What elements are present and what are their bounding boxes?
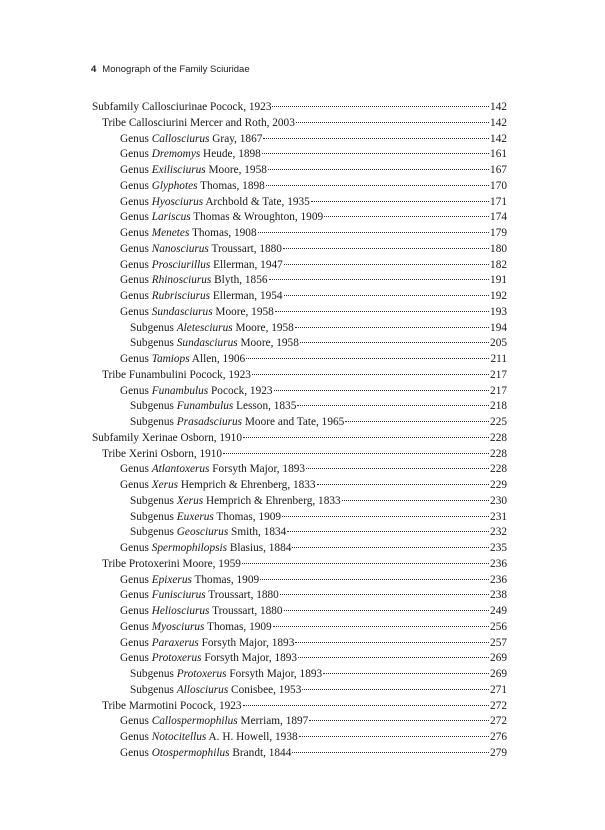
dot-leader (302, 689, 489, 690)
taxon-authority: Forsyth Major, 1893 (201, 652, 298, 665)
toc-entry-title (130, 415, 344, 431)
toc-entry-label: Subgenus (130, 526, 177, 539)
toc-entry-label: Genus (120, 384, 152, 397)
taxon-authority: Moore and Tate, 1965 (242, 416, 345, 428)
toc-entry-label: Genus (120, 211, 152, 224)
toc-entry-label: Genus (120, 479, 152, 491)
toc-page-number: 229 (490, 479, 507, 491)
taxon-name: Prasadsciurus (176, 416, 243, 428)
toc-entry (92, 163, 507, 179)
taxon-name: Callospermophilus (151, 715, 238, 728)
taxon-authority: Moore, 1958 (205, 164, 267, 176)
toc-entry-title (120, 573, 259, 589)
taxon-authority: Moore, 1958 (232, 321, 294, 334)
toc-entry-label: Genus (120, 148, 152, 161)
toc-entry-label: Genus (120, 542, 152, 554)
toc-entry-label: Genus (120, 353, 152, 365)
taxon-name: Rhinosciurus (151, 274, 212, 287)
toc-entry (92, 667, 507, 683)
dot-leader (266, 185, 489, 186)
toc-entry-title (120, 242, 282, 258)
toc-entry (92, 699, 507, 715)
dot-leader (309, 720, 489, 721)
toc-entry-label: Genus (120, 652, 152, 665)
taxon-name: Hyosciurus (151, 195, 204, 208)
toc-entry (92, 462, 507, 478)
taxon-name: Otospermophilus (151, 746, 230, 759)
taxon-authority: Thomas, 1908 (189, 227, 257, 239)
taxon-name: Dremomys (151, 148, 201, 161)
taxon-authority: Troussart, 1880 (209, 605, 283, 617)
taxon-authority: Moore, 1958 (212, 305, 274, 318)
taxon-name: Funisciurus (151, 589, 206, 602)
toc-page-number: 182 (490, 258, 507, 271)
taxon-name: Prosciurillus (151, 258, 211, 271)
dot-leader (284, 610, 489, 611)
toc-entry (92, 588, 507, 604)
dot-leader (324, 216, 489, 217)
toc-entry (92, 730, 507, 746)
toc-entry-label: Genus (120, 227, 152, 239)
dot-leader (297, 405, 489, 406)
toc-page-number: 218 (490, 400, 507, 413)
toc-entry-title (120, 195, 310, 211)
dot-leader (272, 106, 489, 107)
toc-page-number: 142 (490, 116, 507, 129)
toc-page-number: 231 (490, 510, 507, 523)
dot-leader (292, 547, 489, 548)
dot-leader (274, 390, 490, 391)
dot-leader (323, 673, 489, 674)
toc-page-number: 142 (490, 132, 507, 145)
toc-entry (92, 399, 507, 415)
taxon-authority: Moore, 1958 (237, 337, 299, 350)
toc-page-number: 142 (490, 101, 507, 113)
toc-entry-label: Subgenus (130, 510, 177, 523)
toc-page-number: 180 (490, 242, 507, 255)
taxon-authority: Smith, 1834 (228, 526, 287, 539)
toc-entry-title (120, 305, 274, 321)
toc-entry-title (120, 132, 262, 148)
toc-entry-title (130, 510, 281, 526)
toc-entry (92, 478, 507, 494)
toc-page-number: 225 (490, 416, 507, 428)
taxon-name: Glyphotes (151, 179, 198, 192)
toc-entry-title (120, 651, 297, 667)
toc-entry-title (102, 699, 242, 715)
dot-leader (246, 358, 489, 359)
dot-leader (262, 153, 489, 154)
toc-entry-title (120, 541, 291, 557)
toc-page-number: 271 (490, 683, 507, 696)
toc-entry (92, 226, 507, 242)
toc-page-number: 256 (490, 620, 507, 633)
toc-page-number: 228 (490, 431, 507, 444)
toc-entry-title (120, 147, 261, 163)
toc-page-number: 217 (490, 384, 507, 397)
toc-entry-label: Subgenus (130, 400, 177, 413)
taxon-authority: Blasius, 1884 (227, 542, 292, 554)
taxon-name: Rubrisciurus (151, 290, 211, 302)
toc-entry-title (130, 494, 341, 510)
toc-entry (92, 179, 507, 195)
dot-leader (295, 327, 489, 328)
taxon-authority: Forsyth Major, 1893 (198, 636, 295, 649)
dot-leader (300, 342, 489, 343)
toc-entry-label: Genus (120, 731, 152, 743)
toc-entry (92, 289, 507, 305)
toc-entry (92, 368, 507, 384)
toc-entry-title (120, 258, 283, 274)
taxon-name: Notocitellus (151, 731, 207, 743)
taxon-name: Paraxerus (151, 636, 199, 649)
taxon-authority: Forsyth Major, 1893 (226, 668, 323, 680)
toc-page-number: 228 (490, 447, 507, 460)
toc-page-number: 191 (490, 274, 507, 287)
toc-entry (92, 431, 507, 447)
taxon-authority: Lesson, 1835 (233, 400, 297, 413)
toc-entry-title (120, 226, 257, 242)
taxon-name: Lariscus (151, 211, 191, 224)
taxon-authority: Forsyth Major, 1893 (209, 463, 306, 476)
toc-entry (92, 415, 507, 431)
toc-entry-label: Subfamily Callosciurinae Pocock, 1923 (92, 101, 272, 113)
toc-entry (92, 384, 507, 400)
toc-entry-title (102, 557, 241, 573)
dot-leader (296, 122, 489, 123)
toc-entry-label: Subgenus (130, 321, 177, 334)
taxon-name: Exilisciurus (151, 164, 206, 176)
toc-page-number: 161 (490, 148, 507, 161)
page-number: 4 (91, 64, 97, 75)
toc-entry-label: Genus (120, 179, 152, 192)
dot-leader (299, 736, 489, 737)
toc-entry-label: Genus (120, 290, 152, 302)
toc-entry-title (120, 620, 272, 636)
toc-entry-label: Tribe Callosciurini Mercer and Roth, 2003 (102, 116, 295, 129)
dot-leader (292, 752, 489, 753)
running-title: Monograph of the Family Sciuridae (102, 64, 250, 75)
toc-page-number: 232 (490, 526, 507, 539)
taxon-authority: Heude, 1898 (200, 148, 261, 161)
toc-entry (92, 494, 507, 510)
toc-entry (92, 573, 507, 589)
toc-page-number: 174 (490, 211, 507, 224)
dot-leader (317, 484, 489, 485)
toc-entry-label: Tribe Marmotini Pocock, 1923 (102, 699, 242, 712)
taxon-authority: Thomas & Wroughton, 1909 (190, 211, 324, 224)
toc-entry-label: Subgenus (130, 494, 177, 507)
taxon-authority: Thomas, 1898 (197, 179, 265, 192)
toc-entry-title (130, 321, 294, 337)
toc-page-number: 167 (490, 164, 507, 176)
toc-entry-label: Genus (120, 605, 152, 617)
toc-entry (92, 305, 507, 321)
taxon-name: Allosciurus (176, 683, 229, 696)
dot-leader (243, 705, 490, 706)
toc-entry (92, 273, 507, 289)
taxon-name: Epixerus (151, 573, 192, 586)
dot-leader (284, 264, 489, 265)
toc-entry-title (120, 273, 268, 289)
dot-leader (311, 201, 489, 202)
taxon-authority: Allen, 1906 (189, 353, 246, 365)
taxon-name: Heliosciurus (151, 605, 210, 617)
toc-entry (92, 132, 507, 148)
toc-page-number: 211 (490, 353, 507, 365)
toc-entry-label: Genus (120, 589, 152, 602)
taxon-authority: Thomas, 1909 (191, 573, 260, 586)
dot-leader (283, 248, 489, 249)
taxon-name: Tamiops (151, 353, 190, 365)
toc-entry (92, 636, 507, 652)
toc-page-number: 272 (490, 715, 507, 728)
taxon-name: Xerus (176, 494, 204, 507)
taxon-authority: Thomas, 1909 (204, 620, 272, 633)
toc-entry-label: Genus (120, 242, 152, 255)
toc-page-number: 179 (490, 227, 507, 239)
toc-entry-title (120, 478, 316, 494)
taxon-authority: Troussart, 1880 (208, 242, 282, 255)
taxon-authority: Troussart, 1880 (205, 589, 279, 602)
toc-entry-title (120, 384, 273, 400)
taxon-name: Geosciurus (176, 526, 229, 539)
toc-entry-title (120, 714, 308, 730)
toc-entry-title (120, 352, 245, 368)
dot-leader (252, 374, 489, 375)
toc-entry (92, 510, 507, 526)
toc-entry-label: Genus (120, 132, 152, 145)
taxon-authority: Ellerman, 1947 (210, 258, 283, 271)
taxon-authority: Ellerman, 1954 (210, 290, 283, 302)
toc-page-number: 279 (490, 746, 507, 759)
toc-entry-title (120, 462, 305, 478)
toc-entry-title (120, 289, 283, 305)
toc-page-number: 205 (490, 337, 507, 350)
toc-entry-label: Genus (120, 620, 152, 633)
toc-entry (92, 352, 507, 368)
toc-entry-label: Genus (120, 463, 152, 476)
toc-entry-title (92, 100, 271, 116)
toc-entry (92, 258, 507, 274)
taxon-name: Spermophilopsis (151, 542, 228, 554)
taxon-name: Aletesciurus (176, 321, 233, 334)
toc-entry (92, 620, 507, 636)
toc-entry-title (130, 667, 322, 683)
toc-page-number: 235 (490, 542, 507, 554)
taxon-authority: Brandt, 1844 (229, 746, 292, 759)
toc-entry-label: Genus (120, 715, 152, 728)
toc-page-number: 217 (490, 368, 507, 381)
taxon-name: Myosciurus (151, 620, 205, 633)
taxon-authority: Merriam, 1897 (237, 715, 309, 728)
dot-leader (306, 468, 489, 469)
toc-entry (92, 116, 507, 132)
toc-entry-title (120, 588, 279, 604)
toc-entry (92, 100, 507, 116)
toc-entry-label: Subgenus (130, 416, 177, 428)
taxon-name: Menetes (151, 227, 190, 239)
taxon-name: Callosciurus (151, 132, 210, 145)
toc-entry-label: Genus (120, 274, 152, 287)
dot-leader (260, 579, 489, 580)
toc-page-number: 236 (490, 573, 507, 586)
toc-entry-title (120, 746, 291, 762)
dot-leader (342, 500, 489, 501)
table-of-contents (92, 100, 507, 762)
dot-leader (280, 594, 489, 595)
taxon-authority: Conisbee, 1953 (228, 683, 302, 696)
toc-entry (92, 147, 507, 163)
taxon-authority: Thomas, 1909 (213, 510, 282, 523)
toc-entry-label: Genus (120, 746, 152, 759)
toc-page-number: 170 (490, 179, 507, 192)
toc-entry-label: Genus (120, 573, 152, 586)
toc-entry-title (130, 525, 286, 541)
taxon-name: Atlantoxerus (151, 463, 210, 476)
toc-entry-label: Tribe Protoxerini Moore, 1959 (102, 557, 241, 570)
dot-leader (275, 311, 489, 312)
dot-leader (242, 563, 489, 564)
taxon-name: Nanosciurus (151, 242, 209, 255)
toc-entry-label: Tribe Xerini Osborn, 1910 (102, 447, 223, 460)
toc-page-number: 230 (490, 494, 507, 507)
toc-entry (92, 557, 507, 573)
dot-leader (284, 295, 489, 296)
toc-page-number: 171 (490, 195, 507, 208)
taxon-name: Euxerus (176, 510, 214, 523)
dot-leader (269, 279, 490, 280)
toc-entry (92, 683, 507, 699)
taxon-authority: Hemprich & Ehrenberg, 1833 (178, 479, 316, 491)
dot-leader (268, 169, 489, 170)
taxon-name: Protoxerus (176, 668, 227, 680)
taxon-name: Protoxerus (151, 652, 202, 665)
dot-leader (287, 531, 489, 532)
toc-entry-title (92, 431, 242, 447)
toc-page-number: 228 (490, 463, 507, 476)
dot-leader (345, 421, 489, 422)
toc-entry-title (130, 683, 301, 699)
toc-entry-title (102, 368, 251, 384)
toc-entry-label: Genus (120, 636, 152, 649)
toc-entry-title (102, 116, 295, 132)
toc-page-number: 257 (490, 636, 507, 649)
toc-page-number: 249 (490, 605, 507, 617)
toc-entry-title (102, 447, 222, 463)
taxon-authority: Blyth, 1856 (211, 274, 268, 287)
toc-entry (92, 746, 507, 762)
toc-entry-label: Genus (120, 305, 152, 318)
taxon-authority: Archbold & Tate, 1935 (203, 195, 310, 208)
toc-page-number: 276 (490, 731, 507, 743)
toc-page-number: 269 (490, 652, 507, 665)
toc-entry-label: Subgenus (130, 337, 177, 350)
toc-entry (92, 541, 507, 557)
toc-page-number: 272 (490, 699, 507, 712)
toc-page-number: 236 (490, 557, 507, 570)
toc-entry-label: Subgenus (130, 668, 177, 680)
dot-leader (223, 453, 489, 454)
taxon-name: Funambulus (151, 384, 209, 397)
dot-leader (273, 626, 489, 627)
toc-entry-label: Genus (120, 195, 152, 208)
dot-leader (258, 232, 489, 233)
running-header (91, 64, 250, 75)
toc-entry-label: Subfamily Xerinae Osborn, 1910 (92, 431, 242, 444)
toc-entry-title (120, 210, 323, 226)
toc-entry-title (120, 179, 265, 195)
toc-entry-title (120, 604, 283, 620)
dot-leader (243, 437, 489, 438)
toc-page-number: 238 (490, 589, 507, 602)
dot-leader (298, 657, 489, 658)
dot-leader (263, 138, 489, 139)
toc-entry-title (120, 636, 294, 652)
toc-entry (92, 714, 507, 730)
toc-page-number: 194 (490, 321, 507, 334)
toc-entry (92, 604, 507, 620)
taxon-name: Sundasciurus (176, 337, 238, 350)
toc-entry-label: Genus (120, 164, 152, 176)
toc-entry (92, 321, 507, 337)
dot-leader (282, 516, 489, 517)
taxon-authority: Pocock, 1923 (208, 384, 273, 397)
taxon-authority: Hemprich & Ehrenberg, 1833 (203, 494, 341, 507)
toc-entry (92, 525, 507, 541)
toc-entry-title (120, 163, 267, 179)
toc-entry-title (120, 730, 298, 746)
taxon-name: Sundasciurus (151, 305, 213, 318)
taxon-authority: A. H. Howell, 1938 (206, 731, 298, 743)
toc-entry-label: Tribe Funambulini Pocock, 1923 (102, 368, 251, 381)
taxon-name: Xerus (151, 479, 179, 491)
toc-entry-title (130, 399, 296, 415)
toc-entry (92, 210, 507, 226)
toc-page-number: 193 (490, 305, 507, 318)
toc-page-number: 269 (490, 668, 507, 680)
dot-leader (295, 642, 489, 643)
toc-entry (92, 651, 507, 667)
toc-page-number: 192 (490, 290, 507, 302)
toc-entry (92, 242, 507, 258)
toc-entry (92, 336, 507, 352)
toc-entry-label: Genus (120, 258, 152, 271)
toc-entry-label: Subgenus (130, 683, 177, 696)
toc-entry (92, 447, 507, 463)
toc-entry (92, 195, 507, 211)
toc-entry-title (130, 336, 299, 352)
taxon-authority: Gray, 1867 (209, 132, 263, 145)
taxon-name: Funambulus (176, 400, 234, 413)
